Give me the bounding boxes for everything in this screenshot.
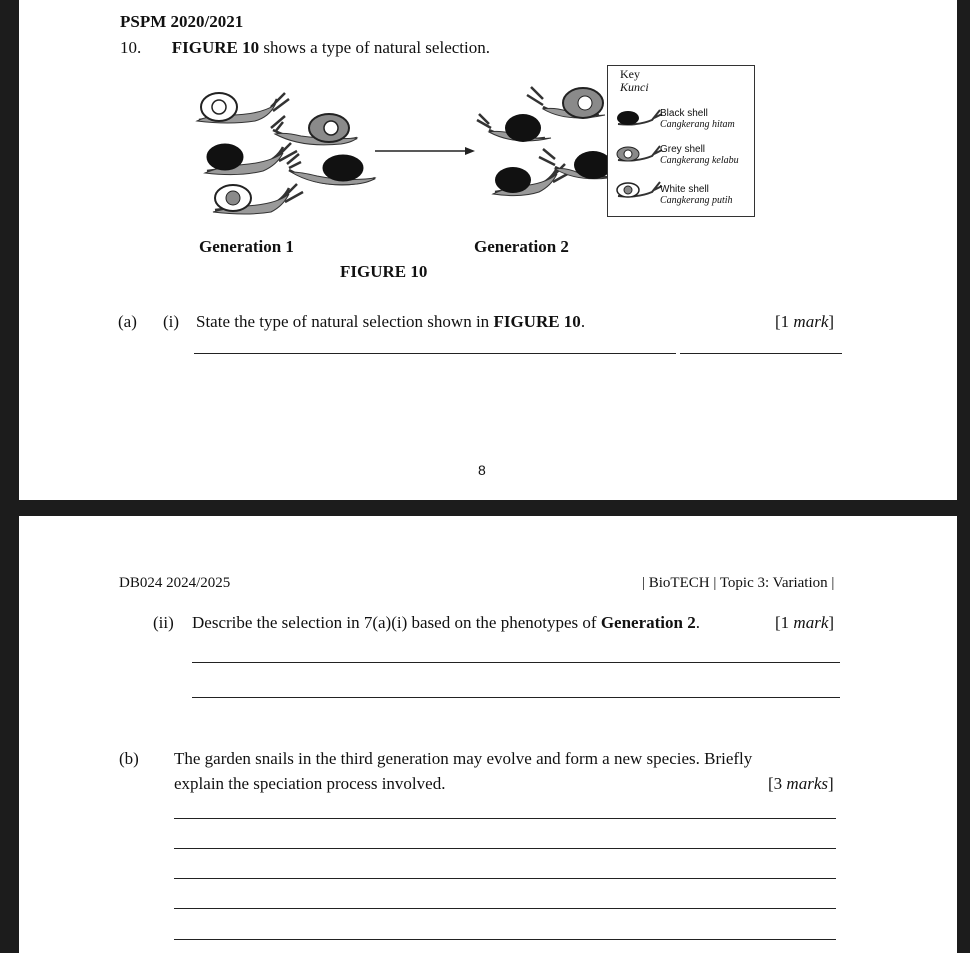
- question-a-ii-generation-ref: Generation 2: [600, 613, 696, 632]
- page-number: 8: [478, 462, 486, 478]
- generation2-label: Generation 2: [474, 237, 569, 256]
- topic-header: | BioTECH | Topic 3: Variation |: [642, 575, 835, 591]
- marks-word: marks: [786, 774, 828, 793]
- question-a-ii-text: [192, 613, 700, 633]
- key-black-label: Black shell: [660, 108, 708, 119]
- question-a-ii-sub: (ii): [153, 613, 174, 632]
- exam-page-1: [19, 0, 957, 500]
- key-grey-label-ms: Cangkerang kelabu: [660, 155, 739, 166]
- gen1-snail-grey-1: [271, 114, 357, 145]
- question-a-ii-text-end: .: [695, 613, 700, 632]
- exam-page-2: [19, 516, 957, 953]
- marks-close: ]: [827, 774, 834, 793]
- question-intro: [120, 38, 490, 58]
- question-a-text-end: .: [580, 312, 586, 331]
- answer-line[interactable]: [680, 353, 842, 354]
- answer-line[interactable]: [174, 818, 836, 819]
- key-black-label-ms: Cangkerang hitam: [660, 119, 735, 130]
- question-number: 10.: [120, 38, 142, 57]
- marks-close: ]: [828, 613, 835, 632]
- key-title: Key: [620, 67, 640, 81]
- black-shell-icon: [614, 106, 664, 128]
- grey-shell-icon: [614, 142, 664, 164]
- answer-line[interactable]: [174, 848, 836, 849]
- question-a-marks: [775, 312, 834, 332]
- answer-line[interactable]: [192, 662, 840, 663]
- marks-word: mark: [793, 613, 829, 632]
- natural-selection-figure: [179, 80, 609, 230]
- question-intro-text: shows a type of natural selection.: [259, 38, 490, 57]
- marks-open: [1: [775, 312, 794, 331]
- gen2-snail-black-3: [539, 149, 609, 179]
- question-a-ii-marks: [775, 613, 834, 633]
- marks-word: mark: [793, 312, 829, 331]
- question-b-line1: The garden snails in the third generation may evolve and form a new species. Briefly: [174, 749, 753, 768]
- answer-line[interactable]: [194, 353, 676, 354]
- question-b-marks: [768, 774, 834, 794]
- gen2-snail-grey-1: [527, 87, 605, 118]
- answer-line[interactable]: [192, 697, 840, 698]
- figure-caption: FIGURE 10: [340, 262, 428, 281]
- question-a-ii-text-start: Describe the selection in 7(a)(i) based on the phenotypes of: [192, 613, 601, 632]
- key-title-ms: Kunci: [620, 80, 649, 94]
- gen1-snail-white-1: [197, 93, 289, 123]
- gen2-snail-black-1: [477, 114, 551, 142]
- question-b-line2: explain the speciation process involved.: [174, 774, 446, 793]
- answer-line[interactable]: [174, 939, 836, 940]
- answer-line[interactable]: [174, 878, 836, 879]
- generation1-label: Generation 1: [199, 237, 294, 256]
- question-a-text-start: State the type of natural selection shown in: [196, 312, 494, 331]
- question-a-sub: (i): [163, 312, 180, 331]
- white-shell-icon: [614, 178, 664, 200]
- question-a-part: (a): [118, 312, 137, 331]
- gen1-snail-black-1: [205, 143, 297, 175]
- marks-open: [1: [775, 613, 794, 632]
- gen1-snail-white-2: [213, 184, 303, 214]
- answer-line[interactable]: [174, 908, 836, 909]
- gen1-snail-black-2: [287, 154, 375, 185]
- question-a-figure-ref: FIGURE 10: [493, 312, 581, 331]
- marks-close: ]: [828, 312, 835, 331]
- key-white-label-ms: Cangkerang putih: [660, 195, 733, 206]
- page-header: PSPM 2020/2021: [120, 12, 244, 31]
- arrow-icon: [375, 147, 475, 155]
- marks-open: [3: [768, 774, 787, 793]
- question-b-part: (b): [119, 749, 139, 768]
- module-header: DB024 2024/2025: [119, 575, 231, 591]
- figure-key: [607, 65, 755, 217]
- key-white-label: White shell: [660, 184, 709, 195]
- question-a-text: [196, 312, 585, 332]
- figure-ref: FIGURE 10: [171, 38, 260, 57]
- key-grey-label: Grey shell: [660, 144, 706, 155]
